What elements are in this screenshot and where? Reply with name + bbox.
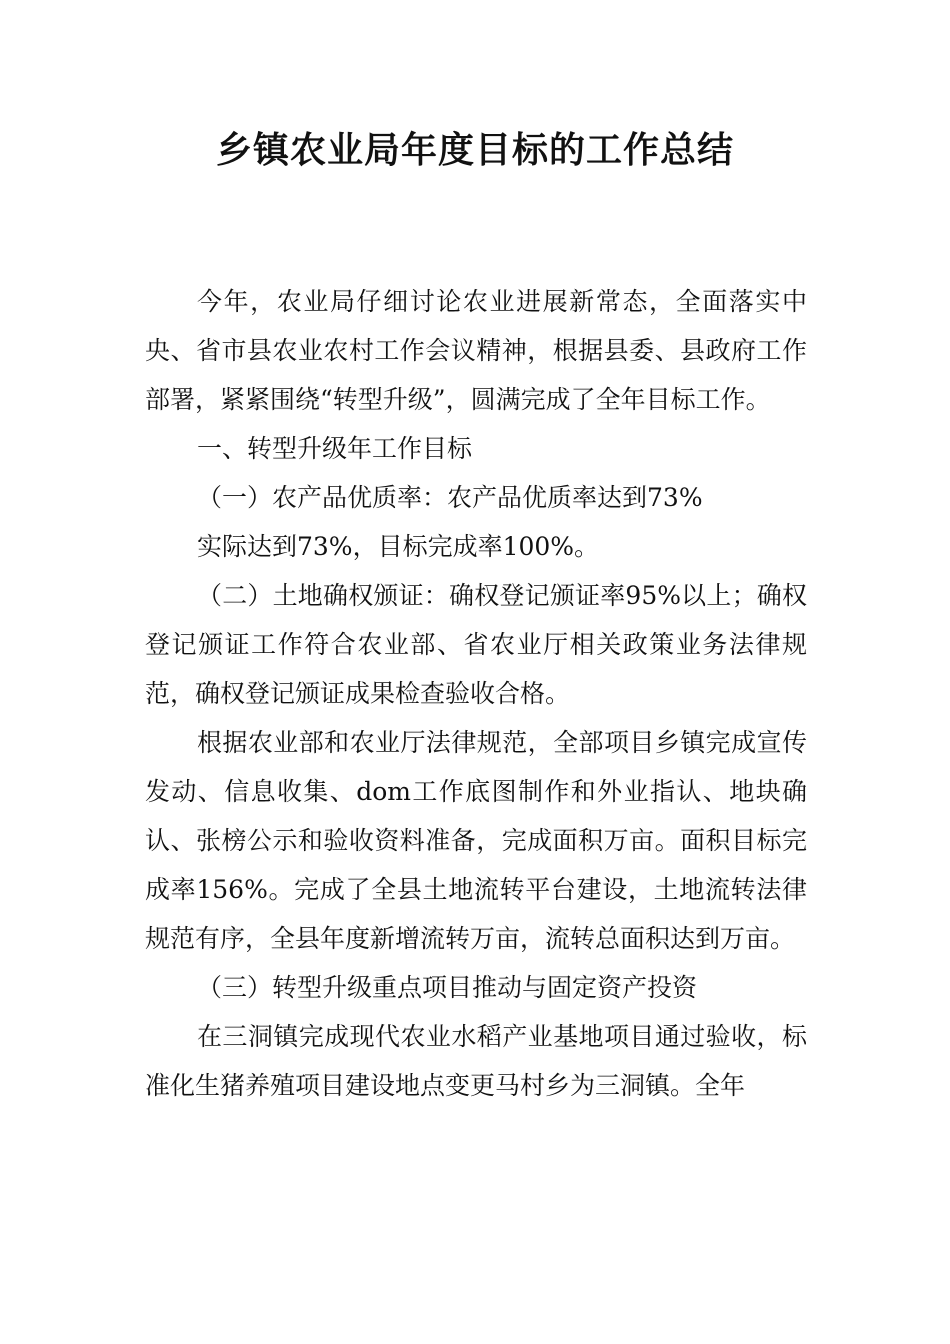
paragraph-land-details: 根据农业部和农业厅法律规范，全部项目乡镇完成宣传发动、信息收集、dom工作底图制作和外业指认、地块确认、张榜公示和验收资料准备，完成面积万亩。面积目标完成率156%。完成了全县土地流转平台建设，土地流转法律规范有序，全县年度新增流转万亩，流转总面积达到万亩。 <box>145 728 807 953</box>
paragraph-project-status: 在三洞镇完成现代农业水稻产业基地项目通过验收，标准化生猪养殖项目建设地点变更马村乡为三洞镇。全年 <box>145 1022 807 1100</box>
paragraph-item-2: （二）土地确权颁证：确权登记颁证率95%以上；确权登记颁证工作符合农业部、省农业厅相关政策业务法律规范，确权登记颁证成果检查验收合格。 <box>145 581 807 708</box>
document-body <box>145 277 807 1110</box>
paragraph-item-3: （三）转型升级重点项目推动与固定资产投资 <box>197 973 698 1002</box>
paragraph-item-1: （一）农产品优质率：农产品优质率达到73% <box>197 483 703 512</box>
document-title: 乡镇农业局年度目标的工作总结 <box>215 130 734 171</box>
paragraph-item-1-result: 实际达到73%，目标完成率100%。 <box>197 532 600 561</box>
heading-section-1: 一、转型升级年工作目标 <box>197 434 473 463</box>
paragraph-intro: 今年，农业局仔细讨论农业进展新常态，全面落实中央、省市县农业农村工作会议精神，根据县委、县政府工作部署，紧紧围绕“转型升级”，圆满完成了全年目标工作。 <box>145 287 807 414</box>
